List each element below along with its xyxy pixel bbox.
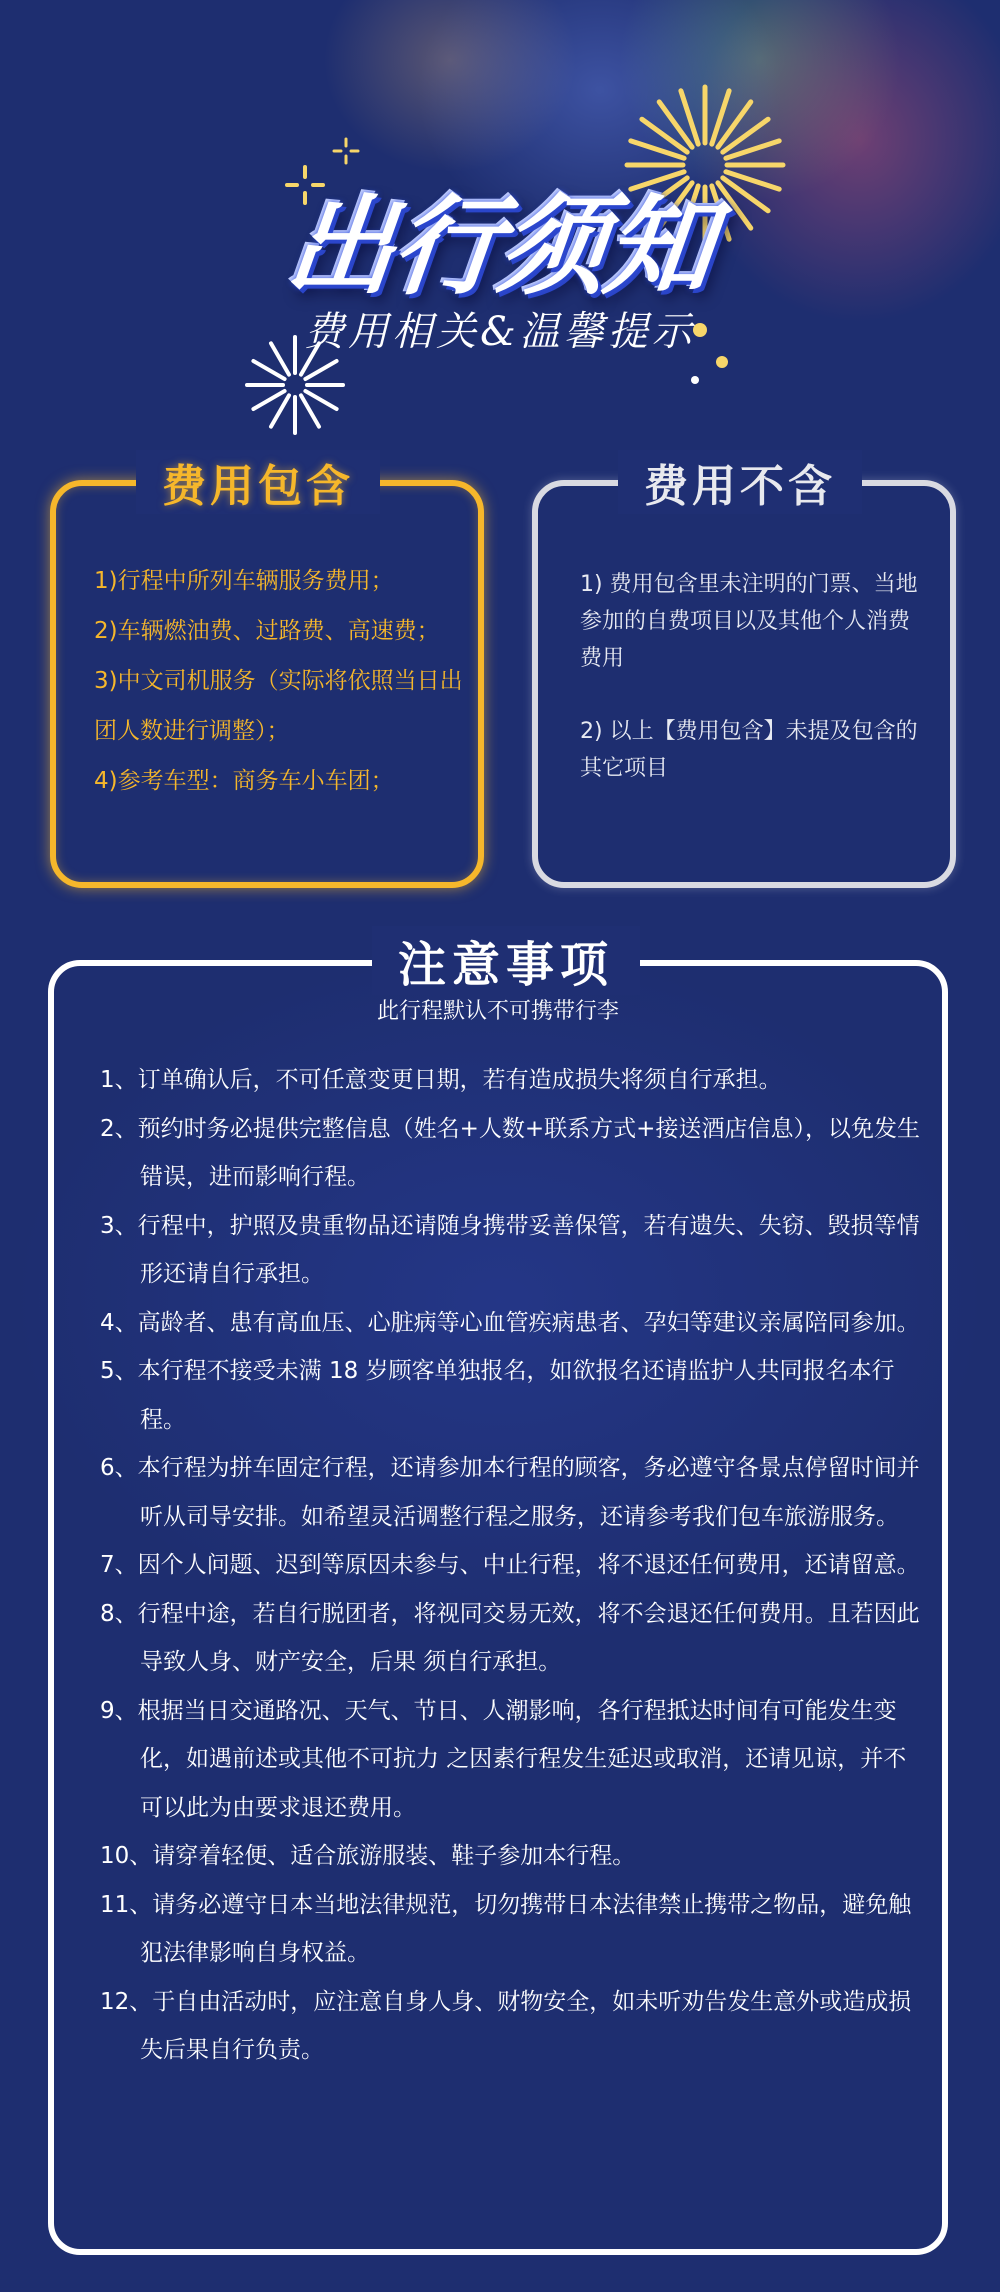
fee-included-list (94, 556, 464, 806)
list-item: 2、预约时务必提供完整信息（姓名+人数+联系方式+接送酒店信息），以免发生错误，进而影响行程。 (100, 1115, 920, 1190)
fee-excluded-list (580, 566, 930, 823)
list-item: 2) 以上【费用包含】未提及包含的其它项目 (580, 719, 918, 781)
header (0, 0, 1000, 440)
list-item: 3)中文司机服务（实际将依照当日出团人数进行调整）； (94, 668, 463, 744)
fee-included-title: 费用包含 (136, 450, 380, 514)
list-item: 5、本行程不接受未满 18 岁顾客单独报名，如欲报名还请监护人共同报名本行程。 (100, 1358, 895, 1433)
list-item: 12、于自由活动时，应注意自身人身、财物安全，如未听劝告发生意外或造成损失后果自行负责。 (100, 1988, 912, 2063)
list-item: 11、请务必遵守日本当地法律规范，切勿携带日本法律禁止携带之物品，避免触犯法律影响自身权益。 (100, 1891, 912, 1966)
list-item: 2)车辆燃油费、过路费、高速费； (94, 618, 440, 644)
list-item: 1) 费用包含里未注明的门票、当地参加的自费项目以及其他个人消费费用 (580, 572, 918, 671)
notes-list (100, 1056, 920, 2075)
notes-title: 注意事项 (372, 926, 640, 995)
notes-panel (48, 937, 948, 2255)
list-item: 4、高龄者、患有高血压、心脏病等心血管疾病患者、孕妇等建议亲属陪同参加。 (100, 1309, 920, 1336)
notes-subtitle: 此行程默认不可携带行李 (376, 999, 619, 1024)
fee-excluded-panel (532, 461, 956, 888)
list-item: 3、行程中，护照及贵重物品还请随身携带妥善保管，若有遗失、失窃、毁损等情形还请自行承担。 (100, 1212, 920, 1287)
list-item: 10、请穿着轻便、适合旅游服装、鞋子参加本行程。 (100, 1843, 636, 1869)
list-item: 1、订单确认后，不可任意变更日期，若有造成损失将须自行承担。 (100, 1067, 782, 1093)
list-item: 7、因个人问题、迟到等原因未参与、中止行程，将不退还任何费用，还请留意。 (100, 1552, 920, 1578)
list-item: 1)行程中所列车辆服务费用； (94, 568, 394, 594)
fee-included-panel (50, 461, 484, 888)
list-item: 9、根据当日交通路况、天气、节日、人潮影响，各行程抵达时间有可能发生变化，如遇前述或其他不可抗力 之因素行程发生延迟或取消，还请见谅，并不可以此为由要求退还费用。 (100, 1697, 907, 1821)
list-item: 6、本行程为拼车固定行程，还请参加本行程的顾客，务必遵守各景点停留时间并听从司导安排。如希望灵活调整行程之服务，还请参考我们包车旅游服务。 (100, 1455, 920, 1530)
list-item: 4)参考车型：商务车小车团； (94, 768, 394, 794)
page-title: 出行须知 (280, 185, 718, 310)
fee-excluded-title: 费用不含 (618, 450, 862, 514)
list-item: 8、行程中途，若自行脱团者，将视同交易无效，将不会退还任何费用。且若因此导致人身、财产安全，后果 须自行承担。 (100, 1600, 920, 1675)
page-subtitle: 费用相关&温馨提示 (304, 309, 696, 355)
